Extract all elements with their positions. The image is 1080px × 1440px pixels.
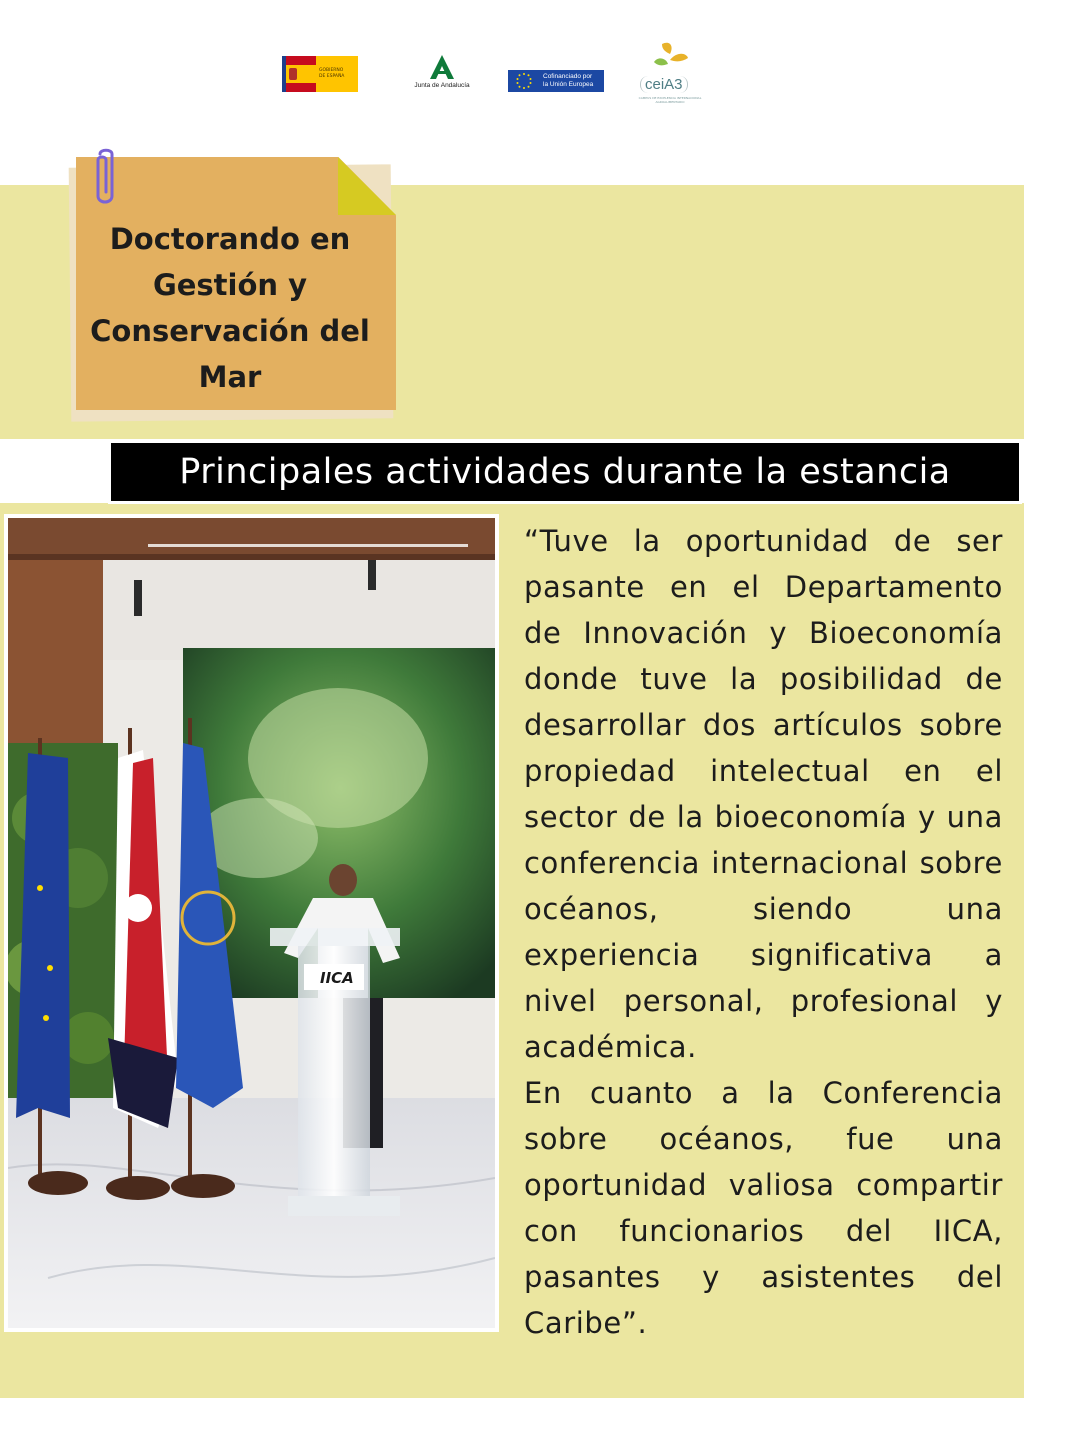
section-heading-bar xyxy=(108,440,1022,504)
ceia3-logo-text: ceiA3 xyxy=(640,76,688,93)
section-heading-inner xyxy=(111,443,1019,501)
junta-de-andalucia-logo xyxy=(404,54,480,98)
ceia3-logo-subtitle: CAMPUS DE EXCELENCIA INTERNACIONAL AGROALIMENTARIO xyxy=(638,96,702,104)
ceia3-logo xyxy=(632,38,708,110)
body-text xyxy=(524,518,1003,1346)
speaker-at-podium-photo xyxy=(8,518,495,1328)
logo-strip xyxy=(276,38,716,110)
eu-logo-text: Cofinanciado por la Unión Europea xyxy=(540,70,604,92)
eu-stars-icon xyxy=(508,70,540,92)
paperclip-icon xyxy=(90,146,122,208)
section-heading: Principales actividades durante la estancia xyxy=(179,452,951,492)
note-title: Doctorando en Gestión y Conservación del Mar xyxy=(90,222,370,394)
spain-coat-of-arms-icon xyxy=(282,56,316,92)
body-paragraph-1: “Tuve la oportunidad de ser pasante en el Departamento de Innovación y Bioeconomía donde tuve la posibilidad de desarrollar dos artículos sobre propiedad intelectual en el sector de la bioeconomía y una conferencia internacional sobre océanos, siendo una experiencia significativa a nivel personal, profesional y académica. xyxy=(524,524,1003,1064)
gobierno-de-espana-logo xyxy=(282,56,358,92)
body-paragraph-2: En cuanto a la Conferencia sobre océanos, fue una oportunidad valiosa compartir con funcionarios del IICA, pasantes y asistentes del Caribe”. xyxy=(524,1076,1003,1340)
junta-logo-text: Junta de Andalucía xyxy=(414,82,470,89)
junta-a-icon xyxy=(428,54,456,80)
podium-label: IICA xyxy=(320,969,354,987)
photo-frame xyxy=(4,514,499,1332)
eu-cofinanced-logo xyxy=(508,70,604,92)
gobierno-logo-text: GOBIERNO DE ESPAÑA xyxy=(316,56,358,92)
ceia3-leaves-icon xyxy=(632,38,708,74)
